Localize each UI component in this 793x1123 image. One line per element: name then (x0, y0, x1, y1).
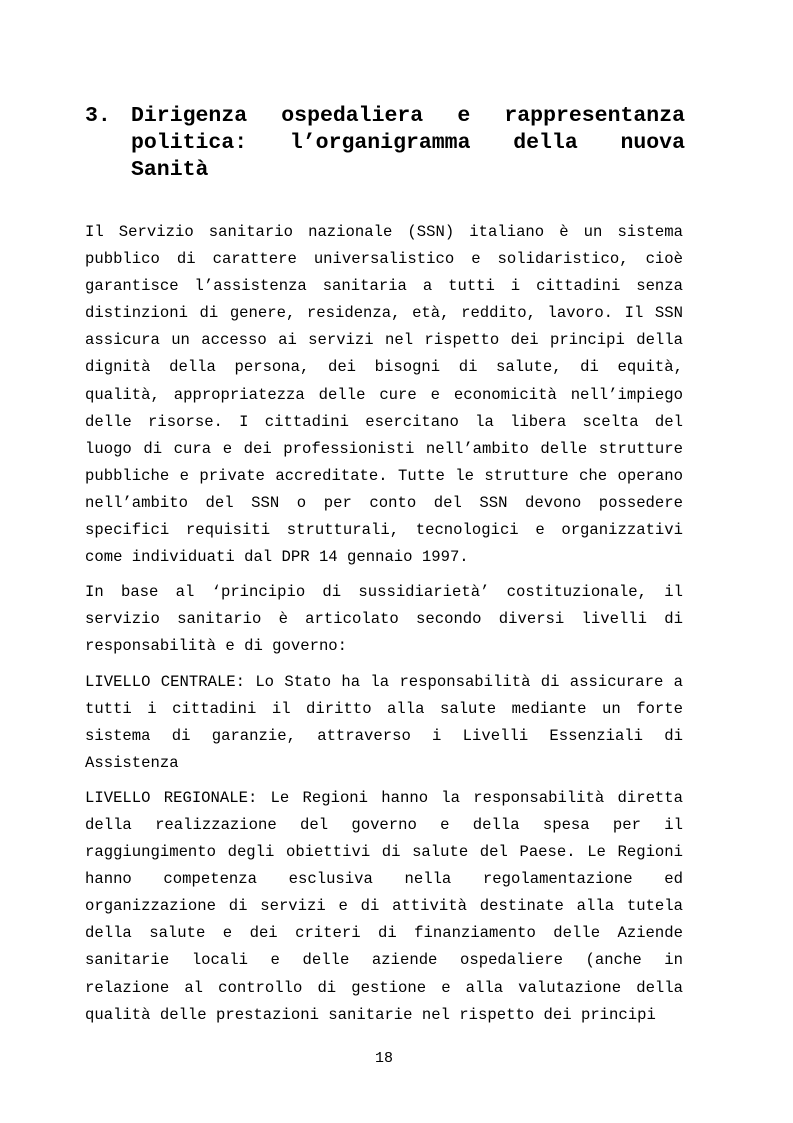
section-title: Dirigenza ospedaliera e rappresentanza politica: l’organigramma della nuova Sanità (131, 104, 685, 182)
body-text (85, 219, 683, 1037)
paragraph-livello-centrale: LIVELLO CENTRALE: Lo Stato ha la responsabilità di assicurare a tutti i cittadini il diritto alla salute mediante un forte sistema di garanzie, attraverso i Livelli Essenziali di Assistenza (85, 672, 683, 772)
paragraph-livello-regionale: LIVELLO REGIONALE: Le Regioni hanno la responsabilità diretta della realizzazione del governo e della spesa per il raggiungimento degli obiettivi di salute del Paese. Le Regioni hanno competenza esclusiva nella regolamentazione ed organizzazione di servizi e di attività destinate alla tutela della salute e dei criteri di finanziamento delle Aziende sanitarie locali e delle aziende ospedaliere (anche in relazione al controllo di gestione e alla valutazione della qualità delle prestazioni sanitarie nel rispetto dei principi (85, 788, 683, 1024)
paragraph-sussidiarieta: In base al ‘principio di sussidiarietà’ costituzionale, il servizio sanitario è articolato secondo diversi livelli di responsabilità e di governo: (85, 583, 683, 656)
paragraph-ssn-intro: Il Servizio sanitario nazionale (SSN) italiano è un sistema pubblico di carattere universalistico e solidaristico, cioè garantisce l’assistenza sanitaria a tutti i cittadini senza distinzioni di genere, residenza, età, reddito, lavoro. Il SSN assicura un accesso ai servizi nel rispetto dei principi della dignità della persona, dei bisogni di salute, di equità, qualità, appropriatezza delle cure e economicità nell’impiego delle risorse. I cittadini esercitano la libera scelta del luogo di cura e dei professionisti nell’ambito delle strutture pubbliche e private accreditate. Tutte le strutture che operano nell’ambito del SSN o per conto del SSN devono possedere specifici requisiti strutturali, tecnologici e organizzativi come individuati dal DPR 14 gennaio 1997. (85, 223, 683, 567)
section-heading (85, 103, 685, 184)
section-number: 3. (85, 104, 111, 128)
page-number: 18 (374, 1050, 393, 1067)
